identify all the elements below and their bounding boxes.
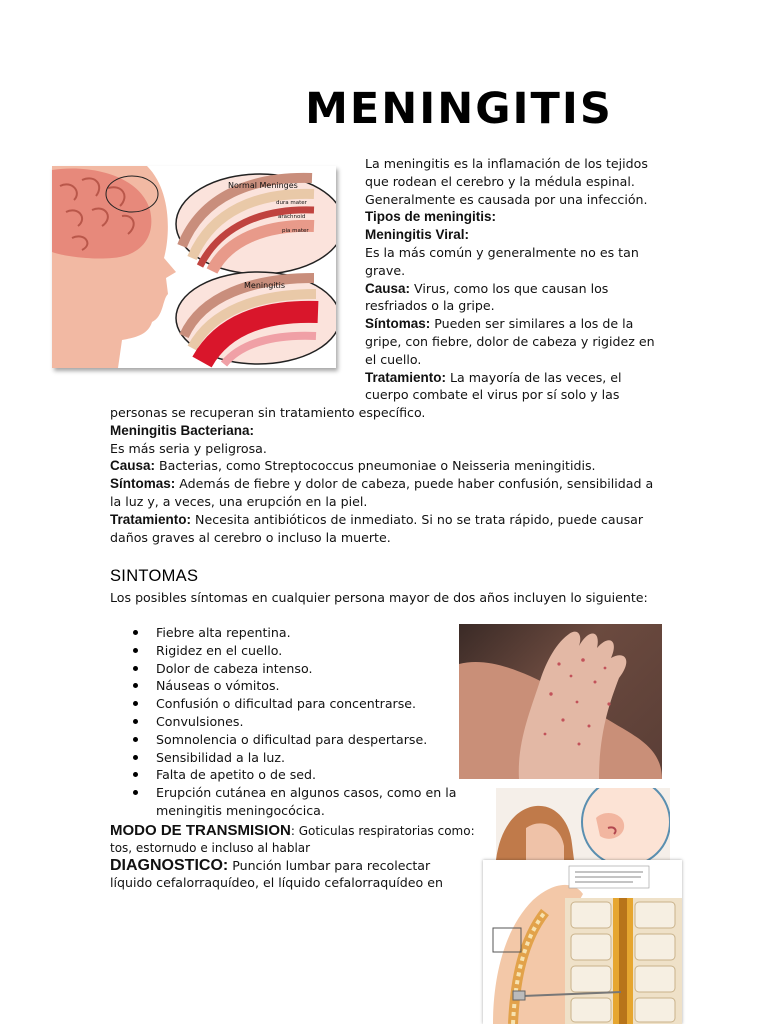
page-title: MENINGITIS [305, 84, 613, 134]
treatment-text: personas se recuperan sin tratamiento específico. [110, 405, 426, 420]
cause-text: resfriados o la gripe. [365, 298, 495, 314]
label-meningitis: Meningitis [244, 281, 286, 290]
label-pia: pia mater [282, 228, 309, 234]
treatment-text: cuerpo combate el virus por sí solo y las [365, 387, 620, 403]
cause-text: Bacterias, como Streptococcus pneumoniae o Neisseria meningitidis. [155, 458, 596, 474]
symptoms-text: Además de fiebre y dolor de cabeza, puede haber confusión, sensibilidad a [175, 476, 654, 492]
list-item: Rigidez en el cuello. [156, 642, 456, 660]
symptoms-heading: SINTOMAS [110, 567, 199, 585]
hands-svg [459, 624, 662, 779]
symptoms-text: Pueden ser similares a los de la [430, 316, 634, 332]
label-dura: dura mater [276, 200, 307, 206]
spine-svg [483, 860, 682, 1024]
list-item: Erupción cutánea en algunos casos, como en la [156, 785, 457, 801]
viral-heading: Meningitis Viral: [365, 227, 470, 243]
label-normal: Normal Meninges [228, 181, 298, 190]
list-item-continuation: meningitis meningocócica. [156, 803, 325, 818]
diagnosis-label: DIAGNOSTICO: [110, 856, 229, 874]
lumbar-puncture-illustration [483, 860, 682, 1024]
meninges-illustration [52, 166, 336, 368]
treatment-text: daños graves al cerebro o incluso la muerte. [110, 529, 391, 545]
treatment-text: Necesita antibióticos de inmediato. Si no se trata rápido, puede causar [191, 511, 644, 527]
symptoms-text: la luz y, a veces, una erupción en la piel. [110, 493, 368, 509]
viral-desc: Es la más común y generalmente no es tan [365, 244, 639, 260]
list-item: Confusión o dificultad para concentrarse. [156, 695, 456, 713]
viral-desc: grave. [365, 262, 406, 278]
symptoms-list [111, 624, 456, 802]
list-item: Somnolencia o dificultad para despertarse. [156, 731, 456, 749]
treatment-label: Tratamiento: [110, 511, 192, 527]
intro-text [365, 155, 665, 404]
list-item: Fiebre alta repentina. [156, 624, 456, 642]
diagnosis-text: Punción lumbar para recolectar [228, 857, 431, 873]
rash-hands-photo [459, 624, 662, 779]
list-item: Convulsiones. [156, 713, 456, 731]
cause-text: Virus, como los que causan los [410, 280, 609, 296]
transmission-text: : Goticulas respiratorias como: [290, 824, 475, 838]
cause-label: Causa: [110, 458, 156, 474]
symptoms-text: gripe, con fiebre, dolor de cabeza y rigidez en [365, 333, 655, 349]
symptoms-label: Síntomas: [365, 316, 431, 332]
treatment-text: La mayoría de las veces, el [446, 369, 622, 385]
cough-svg [496, 788, 670, 860]
bacterial-section [110, 404, 670, 546]
symptoms-label: Síntomas: [110, 476, 176, 492]
bacterial-desc: Es más seria y peligrosa. [110, 440, 267, 456]
treatment-label: Tratamiento: [365, 369, 447, 385]
intro-line: que rodean el cerebro y la médula espinal. [365, 173, 635, 189]
diagnosis-text: líquido cefalorraquídeo, el líquido cefalorraquídeo en [110, 875, 443, 891]
meninges-svg [52, 166, 336, 368]
transmission-label: MODO DE TRANSMISION [110, 822, 291, 839]
list-item: Dolor de cabeza intenso. [156, 660, 456, 678]
intro-line: La meningitis es la inflamación de los tejidos [365, 156, 648, 171]
list-item: Sensibilidad a la luz. [156, 749, 456, 767]
bacterial-heading: Meningitis Bacteriana: [110, 422, 255, 438]
symptoms-intro: Los posibles síntomas en cualquier persona mayor de dos años incluyen lo siguiente: [110, 590, 648, 605]
symptoms-text: el cuello. [365, 351, 422, 367]
transmission-section [110, 822, 490, 892]
list-item: Falta de apetito o de sed. [156, 766, 456, 784]
intro-line: Generalmente es causada por una infección. [365, 191, 648, 207]
list-item: Náuseas o vómitos. [156, 677, 456, 695]
types-heading: Tipos de meningitis: [365, 209, 497, 225]
transmission-text: tos, estornudo e incluso al hablar [110, 840, 311, 855]
cause-label: Causa: [365, 280, 411, 296]
label-arachnoid: arachnoid [278, 214, 306, 220]
cough-illustration [496, 788, 670, 860]
